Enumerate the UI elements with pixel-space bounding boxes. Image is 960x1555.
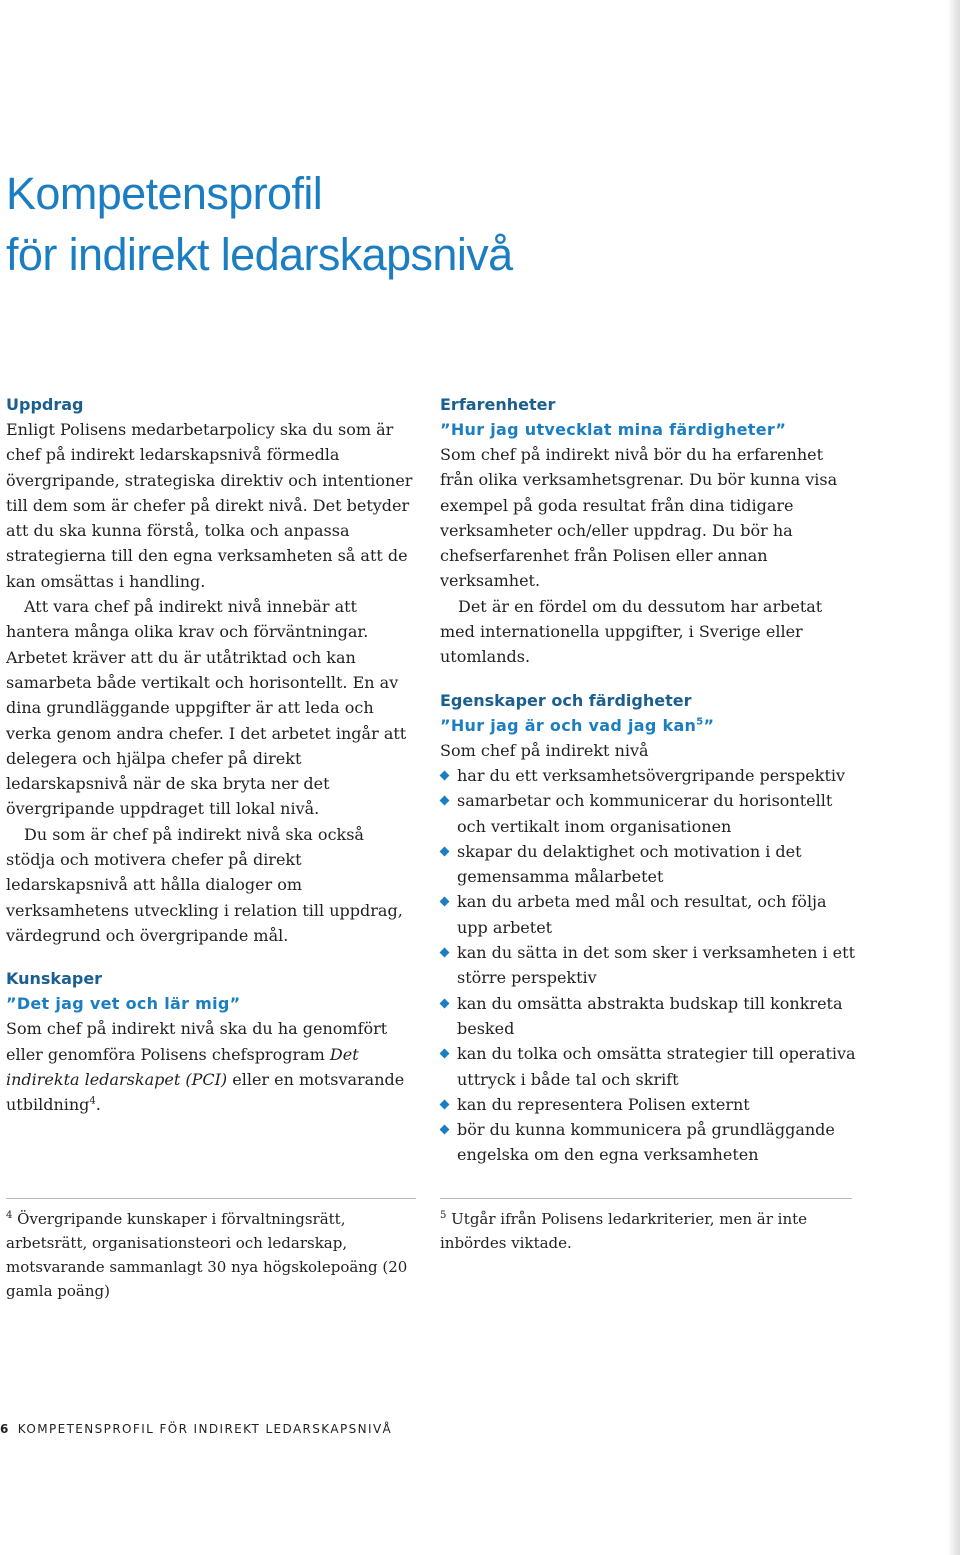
diamond-bullet-icon: [440, 948, 450, 958]
page-footer: [0, 1422, 392, 1436]
kunskaper-text-before: Som chef på indirekt nivå ska du ha genomfört eller genomföra Polisens chefsprogram: [6, 1019, 388, 1064]
footnote-4-number: 4: [6, 1210, 13, 1221]
diamond-bullet-icon: [440, 796, 450, 806]
list-item: kan du representera Polisen externt: [440, 1092, 860, 1117]
diamond-bullet-icon: [440, 1049, 450, 1059]
list-item: kan du arbeta med mål och resultat, och följa upp arbetet: [440, 889, 860, 940]
list-item: bör du kunna kommunicera på grundläggande engelska om den egna verksamheten: [440, 1117, 860, 1168]
list-item: kan du tolka och omsätta strategier till operativa uttryck i både tal och skrift: [440, 1041, 860, 1092]
section-uppdrag: [6, 392, 418, 948]
uppdrag-paragraph-2: Att vara chef på indirekt nivå innebär att hantera många olika krav och förväntningar. Arbetet kräver att du är utåtriktad och kan samarbeta både vertikalt och horisontellt. En av dina grundläggande uppgifter är att leda och verka genom andra chefer. I det arbetet ingår att delegera och hjälpa chefer på direkt ledarskapsnivå när de ska bryta ner det övergripande uppdraget till lokal nivå.: [6, 597, 407, 819]
diamond-bullet-icon: [440, 897, 450, 907]
footnote-4: [6, 1207, 418, 1303]
page-title-line-1: Kompetensprofil: [6, 168, 323, 219]
footnote-ref-4: 4: [89, 1095, 96, 1107]
footnote-4-text: Övergripande kunskaper i förvaltningsrätt, arbetsrätt, organisationsteori och ledarskap, motsvarande sammanlagt 30 nya högskolepoäng (20 gamla poäng): [6, 1210, 408, 1300]
kunskaper-paragraph: [6, 1016, 418, 1117]
kunskaper-subheading: ”Det jag vet och lär mig”: [6, 994, 241, 1014]
egenskaper-heading: Egenskaper och färdigheter: [440, 690, 692, 710]
left-column: [6, 392, 418, 1117]
section-egenskaper: [440, 688, 860, 1168]
egenskaper-subheading-end: ”: [703, 715, 715, 735]
erfarenheter-paragraph-1: Som chef på indirekt nivå bör du ha erfarenhet från olika verksamhetsgrenar. Du bör kunna visa exempel på goda resultat från dina tidigare verksamheter och/eller uppdrag. Du bör ha chefserfarenhet från Polisen eller annan verksamhet.: [440, 445, 838, 591]
kunskaper-text-after: eller en motsvarande utbildning: [6, 1069, 405, 1115]
egenskaper-subheading-text: ”Hur jag är och vad jag kan: [440, 715, 697, 735]
page-number: 6: [0, 1422, 10, 1436]
program-name: Det indirekta ledarskapet (PCI): [6, 1044, 359, 1089]
diamond-bullet-icon: [440, 1099, 450, 1109]
list-item: skapar du delaktighet och motivation i det gemensamma målarbetet: [440, 839, 860, 890]
uppdrag-heading: Uppdrag: [6, 395, 84, 414]
section-erfarenheter: [440, 392, 860, 670]
running-title: KOMPETENSPROFIL FÖR INDIREKT LEDARSKAPSNIVÅ: [17, 1422, 393, 1436]
diamond-bullet-icon: [440, 771, 450, 781]
footnote-5: [440, 1207, 860, 1255]
list-item: har du ett verksamhetsövergripande perspektiv: [440, 763, 860, 788]
footnote-5-number: 5: [440, 1210, 447, 1221]
list-item: kan du sätta in det som sker i verksamheten i ett större perspektiv: [440, 940, 860, 991]
right-column: [440, 392, 860, 1168]
footnote-ref-5: 5: [696, 716, 704, 728]
egenskaper-subheading: [440, 713, 860, 738]
footnote-divider-right: [440, 1198, 852, 1199]
page-title-line-2: för indirekt ledarskapsnivå: [6, 229, 513, 280]
page-title: [6, 163, 513, 285]
footnote-divider-left: [6, 1198, 416, 1199]
kunskaper-text-end: .: [95, 1095, 101, 1115]
footnote-5-text: Utgår ifrån Polisens ledarkriterier, men är inte inbördes viktade.: [440, 1210, 808, 1252]
diamond-bullet-icon: [440, 1125, 450, 1135]
erfarenheter-subheading: ”Hur jag utvecklat mina färdigheter”: [440, 420, 787, 439]
egenskaper-list: [440, 763, 860, 1168]
page-edge-shadow: [948, 0, 960, 1555]
kunskaper-heading: Kunskaper: [6, 969, 103, 989]
egenskaper-intro: Som chef på indirekt nivå: [440, 740, 649, 760]
erfarenheter-heading: Erfarenheter: [440, 395, 556, 414]
diamond-bullet-icon: [440, 846, 450, 856]
list-item: kan du omsätta abstrakta budskap till konkreta besked: [440, 991, 860, 1042]
diamond-bullet-icon: [440, 998, 450, 1008]
erfarenheter-paragraph-2: Det är en fördel om du dessutom har arbetat med internationella uppgifter, i Sverige eller utomlands.: [440, 596, 823, 667]
uppdrag-paragraph-3: Du som är chef på indirekt nivå ska också stödja och motivera chefer på direkt ledarskapsnivå att hålla dialoger om verksamhetens utveckling i relation till uppdrag, värdegrund och övergripande mål.: [6, 824, 403, 945]
uppdrag-paragraph-1: Enligt Polisens medarbetarpolicy ska du som är chef på indirekt ledarskapsnivå förmedla övergripande, strategiska direktiv och intentioner till dem som är chefer på direkt nivå. Det betyder att du ska kunna förstå, tolka och anpassa strategierna till den egna verksamheten så att de kan omsättas i handling.: [6, 420, 413, 591]
list-item: samarbetar och kommunicerar du horisontellt och vertikalt inom organisationen: [440, 788, 860, 839]
section-kunskaper: [6, 966, 418, 1117]
